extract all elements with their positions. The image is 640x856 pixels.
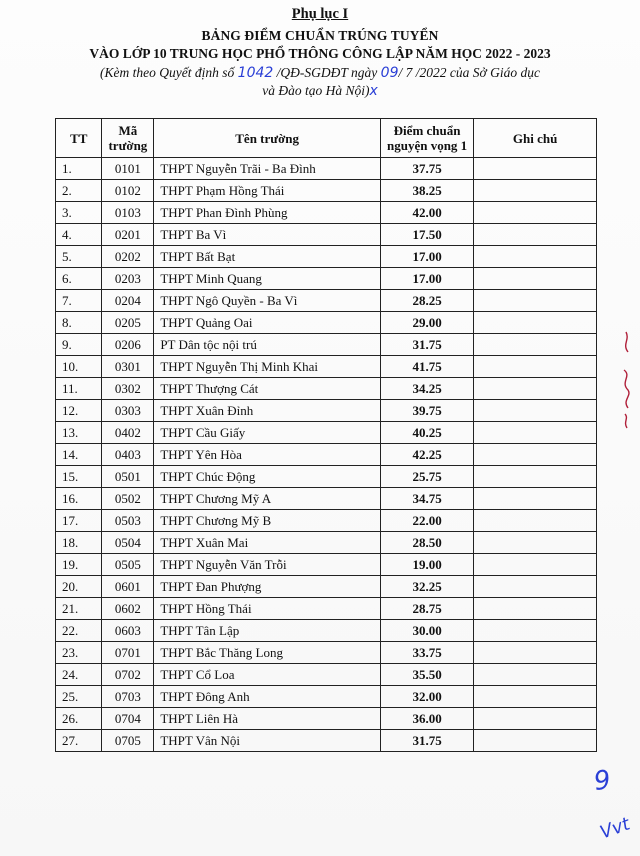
school-code: 0302 <box>102 378 154 400</box>
note-cell <box>474 180 597 202</box>
school-code: 0602 <box>102 598 154 620</box>
school-code: 0303 <box>102 400 154 422</box>
school-code: 0501 <box>102 466 154 488</box>
school-code: 0601 <box>102 576 154 598</box>
row-index: 3. <box>56 202 102 224</box>
school-name: THPT Xuân Đỉnh <box>154 400 381 422</box>
note-cell <box>474 532 597 554</box>
handwritten-mark: x <box>369 83 378 99</box>
table-row <box>56 158 597 180</box>
table-row <box>56 510 597 532</box>
cutoff-score: 17.50 <box>380 224 473 246</box>
school-code: 0202 <box>102 246 154 268</box>
school-name: THPT Nguyễn Thị Minh Khai <box>154 356 381 378</box>
row-index: 7. <box>56 290 102 312</box>
table-row <box>56 202 597 224</box>
cutoff-score: 36.00 <box>380 708 473 730</box>
note-cell <box>474 290 597 312</box>
cutoff-score: 38.25 <box>380 180 473 202</box>
row-index: 16. <box>56 488 102 510</box>
school-name: THPT Ngô Quyền - Ba Vì <box>154 290 381 312</box>
decision-text-line2: và Đào tạo Hà Nội) <box>262 83 370 98</box>
school-name: THPT Cầu Giấy <box>154 422 381 444</box>
row-index: 13. <box>56 422 102 444</box>
table-row <box>56 356 597 378</box>
note-cell <box>474 268 597 290</box>
document-header <box>0 6 640 100</box>
row-index: 20. <box>56 576 102 598</box>
school-name: THPT Đông Anh <box>154 686 381 708</box>
row-index: 8. <box>56 312 102 334</box>
table-row <box>56 532 597 554</box>
cutoff-score: 28.75 <box>380 598 473 620</box>
note-cell <box>474 224 597 246</box>
row-index: 27. <box>56 730 102 752</box>
school-code: 0504 <box>102 532 154 554</box>
cutoff-score: 22.00 <box>380 510 473 532</box>
school-code: 0403 <box>102 444 154 466</box>
document-subtitle: VÀO LỚP 10 TRUNG HỌC PHỔ THÔNG CÔNG LẬP NĂM HỌC 2022 - 2023 <box>89 46 551 61</box>
code-header-line2: trường <box>108 138 148 153</box>
school-name: THPT Chương Mỹ A <box>154 488 381 510</box>
table-row <box>56 708 597 730</box>
school-name: THPT Xuân Mai <box>154 532 381 554</box>
school-name: THPT Tân Lập <box>154 620 381 642</box>
row-index: 5. <box>56 246 102 268</box>
note-cell <box>474 642 597 664</box>
table-row <box>56 664 597 686</box>
table-row <box>56 422 597 444</box>
school-code: 0201 <box>102 224 154 246</box>
decision-text-c: / 7 /2022 của Sở Giáo dục <box>398 65 540 80</box>
cutoff-score: 28.50 <box>380 532 473 554</box>
note-cell <box>474 686 597 708</box>
note-cell <box>474 444 597 466</box>
note-cell <box>474 708 597 730</box>
school-code: 0704 <box>102 708 154 730</box>
column-header-note: Ghi chú <box>474 119 597 158</box>
cutoff-score: 17.00 <box>380 246 473 268</box>
row-index: 24. <box>56 664 102 686</box>
cutoff-score: 39.75 <box>380 400 473 422</box>
school-code: 0103 <box>102 202 154 224</box>
school-code: 0102 <box>102 180 154 202</box>
note-cell <box>474 488 597 510</box>
row-index: 10. <box>56 356 102 378</box>
table-row <box>56 246 597 268</box>
school-code: 0702 <box>102 664 154 686</box>
note-cell <box>474 400 597 422</box>
table-row <box>56 488 597 510</box>
decision-reference <box>0 64 640 100</box>
school-name: PT Dân tộc nội trú <box>154 334 381 356</box>
note-cell <box>474 620 597 642</box>
row-index: 1. <box>56 158 102 180</box>
school-code: 0502 <box>102 488 154 510</box>
handwritten-initials: Vvt <box>597 813 633 844</box>
school-code: 0402 <box>102 422 154 444</box>
school-name: THPT Hồng Thái <box>154 598 381 620</box>
table-row <box>56 686 597 708</box>
decision-text-a: (Kèm theo Quyết định số <box>100 65 238 80</box>
note-cell <box>474 334 597 356</box>
column-header-score <box>380 119 473 158</box>
table-row <box>56 620 597 642</box>
school-code: 0603 <box>102 620 154 642</box>
school-code: 0703 <box>102 686 154 708</box>
school-name: THPT Cổ Loa <box>154 664 381 686</box>
table-row <box>56 180 597 202</box>
school-name: THPT Yên Hòa <box>154 444 381 466</box>
note-cell <box>474 202 597 224</box>
table-row <box>56 224 597 246</box>
note-cell <box>474 356 597 378</box>
handwritten-day: 09 <box>380 65 399 81</box>
cutoff-score: 35.50 <box>380 664 473 686</box>
cutoff-score: 32.00 <box>380 686 473 708</box>
handwritten-decision-number: 1042 <box>237 65 274 81</box>
cutoff-score: 25.75 <box>380 466 473 488</box>
school-name: THPT Chương Mỹ B <box>154 510 381 532</box>
handwritten-page-number: 9 <box>591 764 613 798</box>
note-cell <box>474 664 597 686</box>
school-name: THPT Đan Phượng <box>154 576 381 598</box>
table-header-row <box>56 119 597 158</box>
cutoff-score: 41.75 <box>380 356 473 378</box>
cutoff-score: 40.25 <box>380 422 473 444</box>
school-name: THPT Chúc Động <box>154 466 381 488</box>
note-cell <box>474 312 597 334</box>
note-cell <box>474 158 597 180</box>
school-name: THPT Vân Nội <box>154 730 381 752</box>
school-name: THPT Phan Đình Phùng <box>154 202 381 224</box>
school-code: 0503 <box>102 510 154 532</box>
cutoff-score: 28.25 <box>380 290 473 312</box>
score-header-line2: nguyện vọng 1 <box>386 138 468 153</box>
table-row <box>56 598 597 620</box>
cutoff-score: 31.75 <box>380 730 473 752</box>
table-row <box>56 334 597 356</box>
school-name: THPT Phạm Hồng Thái <box>154 180 381 202</box>
code-header-line1: Mã <box>118 123 138 138</box>
table-row <box>56 466 597 488</box>
row-index: 21. <box>56 598 102 620</box>
school-name: THPT Minh Quang <box>154 268 381 290</box>
cutoff-score: 34.75 <box>380 488 473 510</box>
row-index: 19. <box>56 554 102 576</box>
row-index: 11. <box>56 378 102 400</box>
score-header-line1: Điểm chuẩn <box>393 123 461 138</box>
row-index: 17. <box>56 510 102 532</box>
school-code: 0203 <box>102 268 154 290</box>
row-index: 6. <box>56 268 102 290</box>
row-index: 14. <box>56 444 102 466</box>
school-name: THPT Nguyễn Văn Trỗi <box>154 554 381 576</box>
school-code: 0705 <box>102 730 154 752</box>
cutoff-score: 42.00 <box>380 202 473 224</box>
note-cell <box>474 246 597 268</box>
row-index: 22. <box>56 620 102 642</box>
table-row <box>56 268 597 290</box>
column-header-name: Tên trường <box>154 119 381 158</box>
school-name: THPT Bắc Thăng Long <box>154 642 381 664</box>
table-row <box>56 642 597 664</box>
column-header-code <box>102 119 154 158</box>
appendix-label: Phụ lục I <box>291 6 349 22</box>
margin-ink-mark <box>616 330 636 430</box>
school-code: 0204 <box>102 290 154 312</box>
row-index: 15. <box>56 466 102 488</box>
table-row <box>56 730 597 752</box>
school-code: 0101 <box>102 158 154 180</box>
row-index: 9. <box>56 334 102 356</box>
table-body <box>56 158 597 752</box>
school-name: THPT Bất Bạt <box>154 246 381 268</box>
note-cell <box>474 598 597 620</box>
table-row <box>56 576 597 598</box>
row-index: 2. <box>56 180 102 202</box>
school-code: 0206 <box>102 334 154 356</box>
note-cell <box>474 576 597 598</box>
row-index: 12. <box>56 400 102 422</box>
row-index: 18. <box>56 532 102 554</box>
table-row <box>56 400 597 422</box>
note-cell <box>474 466 597 488</box>
document-title: BẢNG ĐIỂM CHUẨN TRÚNG TUYỂN <box>201 28 439 43</box>
school-code: 0205 <box>102 312 154 334</box>
school-name: THPT Thượng Cát <box>154 378 381 400</box>
row-index: 23. <box>56 642 102 664</box>
cutoff-score: 42.25 <box>380 444 473 466</box>
note-cell <box>474 554 597 576</box>
row-index: 4. <box>56 224 102 246</box>
decision-text-b: /QĐ-SGDĐT ngày <box>273 65 381 80</box>
cutoff-score: 31.75 <box>380 334 473 356</box>
note-cell <box>474 730 597 752</box>
row-index: 25. <box>56 686 102 708</box>
cutoff-score: 37.75 <box>380 158 473 180</box>
table-row <box>56 290 597 312</box>
note-cell <box>474 378 597 400</box>
school-name: THPT Quảng Oai <box>154 312 381 334</box>
cutoff-score: 33.75 <box>380 642 473 664</box>
scores-table <box>55 118 597 752</box>
school-name: THPT Liên Hà <box>154 708 381 730</box>
note-cell <box>474 422 597 444</box>
school-name: THPT Nguyễn Trãi - Ba Đình <box>154 158 381 180</box>
school-name: THPT Ba Vì <box>154 224 381 246</box>
cutoff-score: 30.00 <box>380 620 473 642</box>
table-row <box>56 312 597 334</box>
school-code: 0701 <box>102 642 154 664</box>
cutoff-score: 32.25 <box>380 576 473 598</box>
column-header-tt: TT <box>56 119 102 158</box>
school-code: 0505 <box>102 554 154 576</box>
table-row <box>56 378 597 400</box>
cutoff-score: 34.25 <box>380 378 473 400</box>
cutoff-score: 29.00 <box>380 312 473 334</box>
table-row <box>56 444 597 466</box>
table-row <box>56 554 597 576</box>
row-index: 26. <box>56 708 102 730</box>
note-cell <box>474 510 597 532</box>
cutoff-score: 17.00 <box>380 268 473 290</box>
cutoff-score: 19.00 <box>380 554 473 576</box>
school-code: 0301 <box>102 356 154 378</box>
